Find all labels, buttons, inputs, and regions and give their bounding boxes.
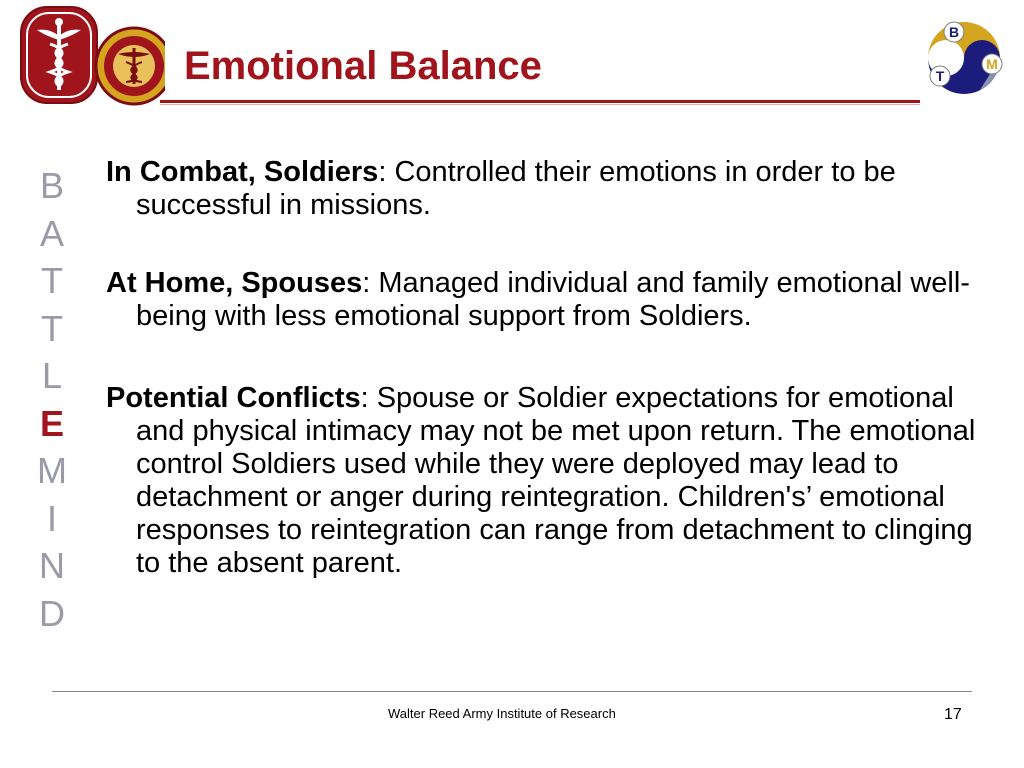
footer-divider <box>52 691 972 692</box>
acrostic-letter: L <box>41 355 63 396</box>
item-text: : Spouse or Soldier expectations for emotional and physical intimacy may not be met upon return. The emotional control Soldiers used while they were deployed may lead to detachment or anger during reintegration. Children's’ emotional responses to reintegration can range from detachment to clinging to the absent parent. <box>136 382 976 579</box>
btm-letter-b: B <box>948 24 960 40</box>
item-text: : Controlled their emotions in order to be successful in missions. <box>136 156 896 221</box>
content-item-home <box>106 267 986 333</box>
acrostic-letter: T <box>41 307 63 349</box>
item-text: : Managed individual and family emotional well-being with less emotional support from Soldiers. <box>136 267 970 332</box>
footer-org: Walter Reed Army Institute of Research <box>388 706 616 721</box>
acrostic-letter: I <box>46 497 57 539</box>
battlemind-acrostic <box>22 162 82 637</box>
wrair-logos <box>20 6 165 115</box>
btm-letter-m: M <box>986 56 998 72</box>
item-heading: At Home, Spouses <box>106 267 363 299</box>
content-item-conflicts <box>106 382 986 580</box>
acrostic-letter: A <box>39 212 64 254</box>
caduceus-seal-icon <box>20 6 165 110</box>
title-underline <box>160 100 920 103</box>
slide-content <box>106 156 986 580</box>
item-heading: In Combat, Soldiers <box>106 156 379 188</box>
acrostic-letter: B <box>39 165 64 206</box>
acrostic-letter: N <box>39 545 65 586</box>
page-number: 17 <box>944 706 962 723</box>
item-heading: Potential Conflicts <box>106 382 361 414</box>
acrostic-letter-highlight: E <box>39 402 64 444</box>
btm-yin-yang-icon <box>918 18 1010 98</box>
btm-letter-t: T <box>935 68 945 84</box>
btm-logo <box>918 18 1010 103</box>
slide-title: Emotional Balance <box>184 44 542 88</box>
acrostic-letter: D <box>39 592 65 634</box>
acrostic-letter: T <box>41 260 63 301</box>
content-item-combat <box>106 156 986 222</box>
title-underline-shadow <box>160 104 920 105</box>
acrostic-letter: M <box>37 450 67 491</box>
